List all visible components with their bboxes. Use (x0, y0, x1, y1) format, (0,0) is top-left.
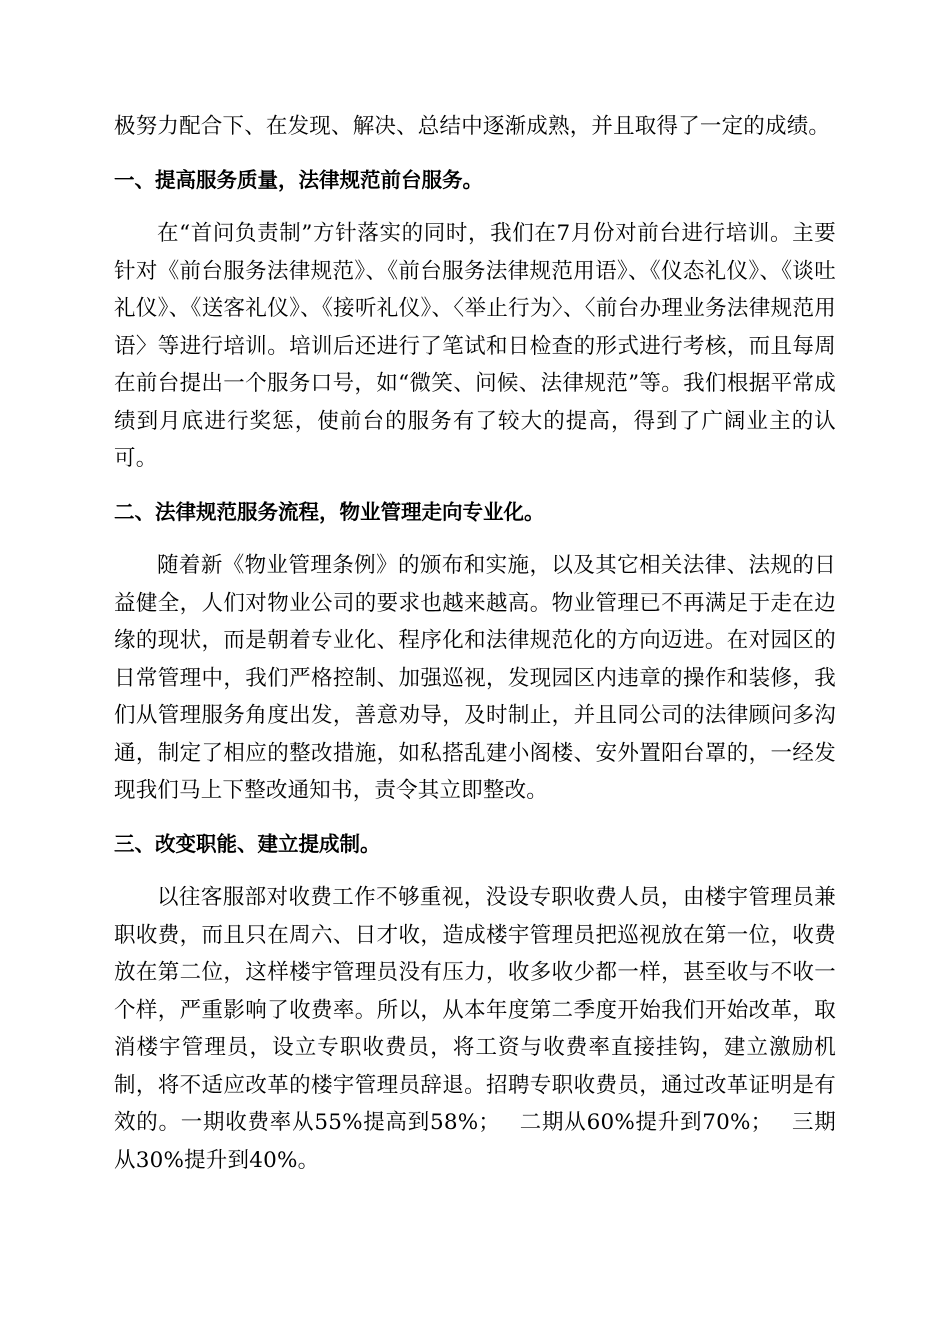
section-3-paragraph: 以往客服部对收费工作不够重视，没设专职收费人员，由楼宇管理员兼职收费，而且只在周六、日才收，造成楼宇管理员把巡视放在第一位，收费放在第二位，这样楼宇管理员没有压力，收多收少都一样，甚至收与不收一个样，严重影响了收费率。所以，从本年度第二季度开始我们开始改革，取消楼宇管理员，设立专职收费员，将工资与收费率直接挂钩，建立激励机制，将不适应改革的楼宇管理员辞退。招聘专职收费员，通过改革证明是有效的。一期收费率从55%提高到58%； 二期从60%提升到70%； 三期从30%提升到40%。 (114, 885, 836, 1173)
section-2-paragraph: 随着新《物业管理条例》的颁布和实施，以及其它相关法律、法规的日益健全，人们对物业公司的要求也越来越高。物业管理已不再满足于走在边缘的现状，而是朝着专业化、程序化和法律规范化的方向迈进。在对园区的日常管理中，我们严格控制、加强巡视，发现园区内违章的操作和装修，我们从管理服务角度出发，善意劝导，及时制止，并且同公司的法律顾问多沟通，制定了相应的整改措施，如私搭乱建小阁楼、安外置阳台罩的，一经发现我们马上下整改通知书，责令其立即整改。 (114, 553, 836, 803)
section-1-paragraph: 在“首问负责制”方针落实的同时，我们在7月份对前台进行培训。主要针对《前台服务法律规范》、《前台服务法律规范用语》、《仪态礼仪》、《谈吐礼仪》、《送客礼仪》、《接听礼仪》、〈举止行为〉、〈前台办理业务法律规范用语〉等进行培训。培训后还进行了笔试和日检查的形式进行考核，而且每周在前台提出一个服务口号，如“微笑、问候、法律规范”等。我们根据平常成绩到月底进行奖惩，使前台的服务有了较大的提高，得到了广阔业主的认可。 (114, 221, 836, 471)
section-heading-2: 二、法律规范服务流程，物业管理走向专业化。 (114, 499, 545, 524)
section-heading-1: 一、提高服务质量，法律规范前台服务。 (114, 167, 483, 192)
intro-paragraph: 极努力配合下、在发现、解决、总结中逐渐成熟，并且取得了一定的成绩。 (114, 114, 831, 139)
section-heading-3: 三、改变职能、建立提成制。 (114, 831, 381, 856)
document-page (114, 108, 836, 1179)
